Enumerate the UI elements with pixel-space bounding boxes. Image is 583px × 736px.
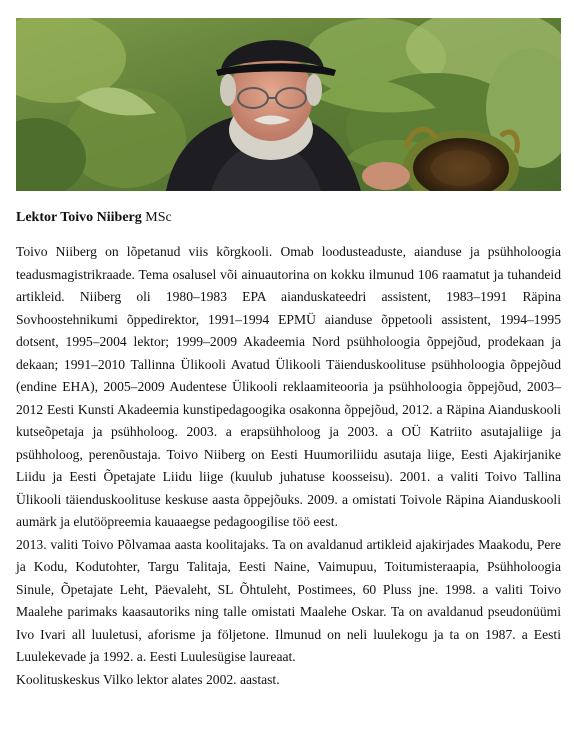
- lecturer-name: Lektor Toivo Niiberg: [16, 210, 142, 225]
- lecturer-degree: MSc: [145, 210, 172, 225]
- bio-paragraph: Toivo Niiberg on lõpetanud viis kõrgkooli. Omab loodusteaduste, aianduse ja psühholoogia teadusmagistrikraade. Tema osalusel või ainuautorina on kokku ilmunud 106 raamatut ja tuhandeid artikleid. Niiberg oli 1980–1983 EPA aianduskateedri assistent, 1983–1991 Räpina Sovhoostehnikumi õppedirektor, 1991–1994 EPMÜ aianduse õppetooli assistent, 1994–1995 dotsent, 1995–2004 lektor; 1999–2009 Akadeemia Nord psühholoogia õppejõud, prodekaan ja dekaan; 1991–2010 Tallinna Ülikooli Avatud Ülikooli Täienduskoolituse psühholoogia õppejõud (endine EHA), 2005–2009 Audentese Ülikooli reklaamiteooria ja psühholoogia õppejõud, 2003–2012 Eesti Kunsti Akadeemia kunstipedagoogika osakonna õppejõud, 2012. a Räpina Aianduskooli kutseõpetaja ja psühholoog. 2003. a erapsühholoog ja 2003. a OÜ Katriito asutajaliige ja psühholoog, perenõustaja. Toivo Niiberg on Eesti Huumoriliidu asutaja liige, Eesti Ajakirjanike Liidu ja Eesti Õpetajate Liidu liige (kuulub juhatuse koosseisu). 2001. a valiti Toivo Tallina Ülikooli täienduskoolituse keskuse aasta õppejõuks. 2009. a omistati Toivole Räpina Aianduskooli aumärk ja elutööpreemia kauaaegse pedagoogilise töö eest.: [16, 244, 561, 529]
- lecturer-heading: [16, 209, 561, 227]
- bio-paragraph: Koolituskeskus Vilko lektor alates 2002. aastast.: [16, 671, 280, 687]
- bio-paragraph: 2013. valiti Toivo Põlvamaa aasta koolitajaks. Ta on avaldanud artikleid ajakirjades Maakodu, Pere ja Kodu, Kodutohter, Targu Talitaja, Eesti Naine, Vaimupuu, Toitumisteraapia, Psühholoogia Sinule, Õpetajate Leht, Päevaleht, SL Õhtuleht, Postimees, 60 Pluss jne. 1998. a valiti Toivo Maalehe parimaks kaasautoriks ning talle omistati Maalehe Oskar. Ta on avaldanud pseudonüümi Ivo Ivari all luuletusi, aforisme ja följetone. Ilmunud on neli luulekogu ja ta on 1987. a Eesti Luulekevade ja 1992. a. Eesti Luulesügise laureaat.: [16, 536, 561, 664]
- biography: [16, 241, 561, 691]
- portrait-photo: [16, 18, 561, 191]
- portrait-with-sunflowers-photo: [16, 18, 561, 191]
